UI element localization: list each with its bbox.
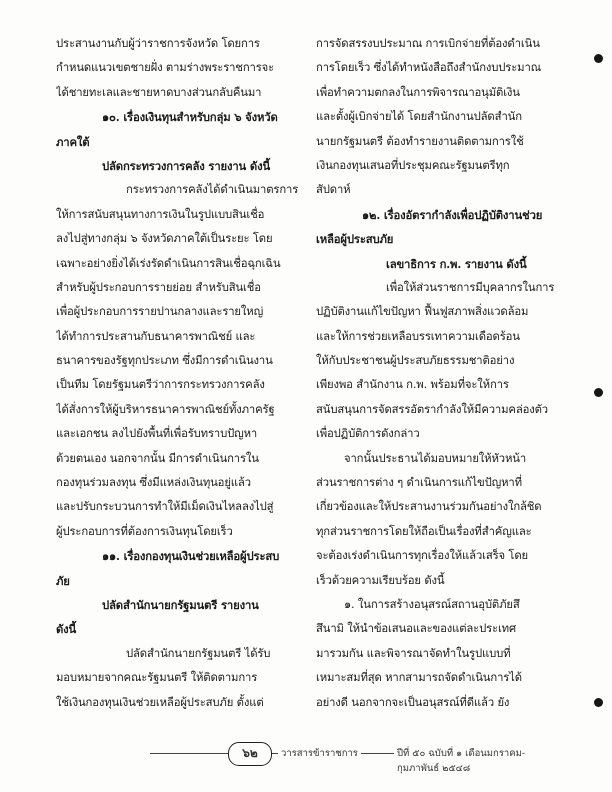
text-line: ปฏิบัติงานแก้ไขปัญหา ฟื้นฟูสภาพสิ่งแวดล้อม (316, 305, 529, 319)
speaker-line: ดังนี้ (56, 622, 77, 637)
section-heading: ๑๑. เรื่องกองทุนเงินช่วยเหลือผู้ประสบ (102, 549, 280, 564)
text-line: กระทรวงการคลังได้ดำเนินมาตรการ (126, 183, 299, 197)
text-line: ด้วยตนเอง นอกจากนั้น มีการดำเนินการใน (56, 451, 259, 465)
text-line: และตั้งผู้เบิกจ่ายได้ โดยสำนักงานปลัดสำนัก (316, 110, 522, 124)
text-line: มอบหมายจากคณะรัฐมนตรี ให้ติดตามการ (56, 671, 258, 685)
punch-hole-top (594, 54, 603, 63)
text-line: ๑. ในการสร้างอนุสรณ์สถานอุบัติภัยสึ (344, 597, 520, 611)
text-line: และเอกชน ลงไปยังพื้นที่เพื่อรับทราบปัญหา (56, 427, 258, 441)
speaker-line: ปลัดสำนักนายกรัฐมนตรี รายงาน (102, 597, 259, 612)
text-line: สนับสนุนการจัดสรรอัตรากำลังให้มีความคล่องตัว (316, 402, 548, 416)
text-line: ได้สั่งการให้ผู้บริหารธนาคารพาณิชย์ทั้งภาครัฐ (56, 402, 275, 416)
text-line: ทุกส่วนราชการโดยให้ถือเป็นเรื่องที่สำคัญและ (316, 524, 532, 538)
text-line: การจัดสรรงบประมาณ การเบิกจ่ายที่ต้องดำเนิน (316, 37, 540, 50)
section-heading: ๑๒. เรื่องอัตรากำลังเพื่อปฏิบัติงานช่วย (362, 207, 543, 222)
text-line: ให้การสนับสนุนทางการเงินในรูปแบบสินเชื่อ (56, 207, 265, 221)
text-line: เร็วด้วยความเรียบร้อย ดังนี้ (316, 573, 445, 587)
text-line: ได้ชายทะเลและชายหาดบางส่วนกลับคืนมา (56, 85, 262, 99)
punch-hole-middle (594, 388, 603, 397)
text-line: ผู้ประกอบการที่ต้องการเงินทุนโดยเร็ว (56, 524, 233, 538)
text-line: ปลัดสำนักนายกรัฐมนตรี ได้รับ (126, 646, 271, 660)
journal-title: วารสารข้าราชการ (278, 746, 361, 761)
text-line: ได้ทำการประสานกับธนาคารพาณิชย์ และ (56, 329, 256, 343)
right-column (316, 32, 562, 715)
text-line: เพื่อปฏิบัติการดังกล่าว (316, 427, 420, 441)
text-line: เฉพาะอย่างยิ่งได้เร่งรัดดำเนินการสินเชื่อฉุกเฉิน (56, 256, 281, 270)
text-line: เงินกองทุนเสนอที่ประชุมคณะรัฐมนตรีทุก (316, 158, 510, 172)
text-line: สำหรับผู้ประกอบการรายย่อย สำหรับสินเชื่อ (56, 280, 261, 294)
footer-rule-left (150, 753, 228, 754)
text-line: และปรับกระบวนการทำให้มีเม็ดเงินไหลลงไปสู่ (56, 500, 274, 514)
text-line: ประสานงานกับผู้ว่าราชการจังหวัด โดยการ (56, 37, 260, 50)
text-line: เกี่ยวข้องและให้ประสานงานร่วมกันอย่างใกล้ชิด (316, 500, 542, 514)
text-line: ส่วนราชการต่าง ๆ ดำเนินการแก้ไขปัญหาที่ (316, 476, 522, 490)
text-line: สึนามิ ให้นำข้อเสนอและของแต่ละประเทศ (316, 622, 516, 636)
text-line: จากนั้นประธานได้มอบหมายให้หัวหน้า (344, 451, 527, 465)
text-line: สัปดาห์ (316, 183, 351, 197)
text-line: อย่างดี นอกจากจะเป็นอนุสรณ์ที่ดีแล้ว ยัง (316, 695, 510, 709)
page-number: ๖๒ (228, 742, 272, 766)
text-line: เพื่อทำความตกลงในการพิจารณาอนุมัติเงิน (316, 85, 520, 99)
text-line: กองทุนร่วมลงทุน ซึ่งมีแหล่งเงินทุนอยู่แล้ว (56, 476, 251, 490)
speaker-line: ปลัดกระทรวงการคลัง รายงาน ดังนี้ (102, 158, 271, 173)
speaker-line: เลขาธิการ ก.พ. รายงาน ดังนี้ (386, 256, 527, 271)
text-line: ใช้เงินกองทุนเงินช่วยเหลือผู้ประสบภัย ตั้งแต่ (56, 695, 264, 709)
text-line: เพียงพอ สำนักงาน ก.พ. พร้อมที่จะให้การ (316, 378, 509, 392)
issue-info: ปีที่ ๕๐ ฉบับที่ ๑ เดือนมกราคม-กุมภาพันธ์ ๒๕๔๘ (394, 746, 570, 776)
left-column (56, 32, 302, 715)
text-line: นายกรัฐมนตรี ต้องทำรายงานติดตามการใช้ (316, 134, 524, 148)
text-line: เป็นทีม โดยรัฐมนตรีว่าการกระทรวงการคลัง (56, 378, 265, 392)
section-heading: ภัย (56, 573, 70, 588)
text-line: ให้กับประชาชนผู้ประสบภัยธรรมชาติอย่าง (316, 354, 515, 368)
text-line: การโดยเร็ว ซึ่งได้ทำหนังสือถึงสำนักงบประมาณ (316, 61, 541, 75)
text-line: เพื่อให้ส่วนราชการมีบุคลากรในการ (386, 280, 555, 294)
text-line: ธนาคารของรัฐทุกประเภท ซึ่งมีการดำเนินงาน (56, 354, 273, 368)
text-line: และให้การช่วยเหลือบรรเทาความเดือดร้อน (316, 329, 520, 343)
section-heading: ๑๐. เรื่องเงินทุนสำหรับกลุ่ม ๖ จังหวัด (102, 110, 278, 125)
text-line: จะต้องเร่งดำเนินการทุกเรื่องให้แล้วเสร็จ โดย (316, 549, 528, 563)
section-heading: ภาคใต้ (56, 134, 90, 149)
page-footer (150, 742, 570, 774)
section-heading: เหลือผู้ประสบภัย (316, 232, 394, 247)
text-line: กำหนดแนวเขตชายฝั่ง ตามร่างพระราชการจะ (56, 61, 275, 75)
text-line: ลงไปสู่ทางกลุ่ม ๖ จังหวัดภาคใต้เป็นระยะ โดย (56, 232, 273, 246)
text-line: มารวมกัน และพิจารณาจัดทำในรูปแบบที่ (316, 646, 511, 660)
text-line: เหมาะสมที่สุด หากสามารถจัดดำเนินการได้ (316, 671, 522, 685)
punch-hole-bottom (594, 698, 603, 707)
text-line: เพื่อผู้ประกอบการรายปานกลางและรายใหญ่ (56, 305, 264, 319)
